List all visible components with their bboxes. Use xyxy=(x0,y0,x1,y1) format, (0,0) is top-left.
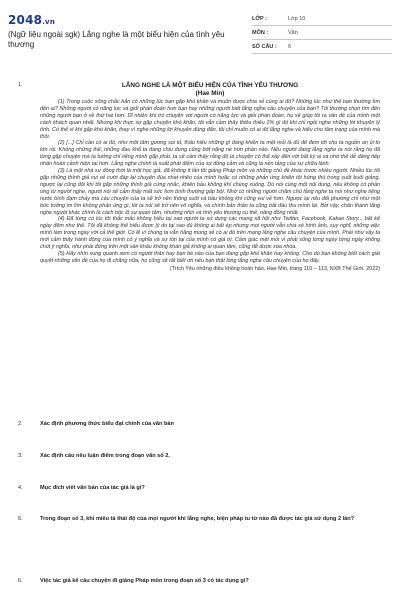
question-text: Xác định câu nêu luận điểm trong đoạn văn số 2. xyxy=(40,453,170,459)
question-number: 1. xyxy=(18,82,23,88)
passage-paragraph: (5) Hãy nhìn xung quanh xem có người thân hay bạn bè nào của bạn đang gặp khó khăn hay không. Cho dù bạn không biết cách giải quyết những vấn đề của họ đi chăng nữa, họ cũng sẽ rất biết ơn nếu bạn thật lòng lắng nghe câu chuyện của họ đấy. xyxy=(40,250,380,264)
question-text: Mục đích viết văn bản của tác giả là gì? xyxy=(40,485,145,491)
meta-row-question-count xyxy=(252,40,392,54)
meta-table xyxy=(252,12,392,54)
meta-value: 6 xyxy=(288,43,292,50)
question-number: 5. xyxy=(18,516,23,522)
meta-value: Văn xyxy=(288,29,298,36)
logo-suffix: .vn xyxy=(42,18,56,26)
document-title: (Ngữ liệu ngoài sgk) Lắng nghe là một biểu hiện của tình yêu thương xyxy=(8,30,225,49)
passage-author: (Hae Min) xyxy=(195,90,225,97)
passage-source: (Trích Yêu những điều không hoàn hảo, Hae Min, trang 110 – 113, NXB Thế Giới, 2022) xyxy=(169,265,380,272)
passage-paragraph: (1) Trong cuộc sống chắc hẳn có những lúc bạn gặp khó khăn và muốn được chia sẻ cùng ai đó? Những lúc như thế bạn thường tìm đến ai? Những người có năng lực và giỏi phán đoán hơn bạn hay những người biết lắng nghe câu chuyện của bạn? Tôi thường chọn tìm đến những người bạn ở về thứ hai hơn. Dĩ nhiên khi trò chuyện với người có năng lực và giỏi phán đoán, họ sẽ giúp tôi ra vấn đề của mình một cách khách quan nhất. Nhưng khi thực sự gặp chuyện khó khăn, tôi vẫn cảm thấy thiếu thiếu 2% gì đó khi chỉ ngồi nghe những lời khuyên lý tính. Có thể vì khi gặp khó khăn, thay vì nghe những lời khuyên đúng đắn, tôi chỉ muốn có ai đó lắng nghe và hiểu cho tâm trạng của mình mà thôi. xyxy=(40,99,380,140)
logo-main: 2048 xyxy=(8,13,43,27)
meta-key: MÔN : xyxy=(252,29,269,36)
meta-key: LỚP : xyxy=(252,15,267,22)
question-text: Việc tác giả kể câu chuyện đi giảng Pháp môn trong đoạn số 3 có tác dụng gì? xyxy=(40,578,249,584)
meta-row-class xyxy=(252,12,392,26)
question-number: 2. xyxy=(18,421,23,427)
passage-title: LẮNG NGHE LÀ MỘT BIỂU HIỆN CỦA TÌNH YÊU THƯƠNG xyxy=(121,82,299,89)
meta-key: SỐ CÂU : xyxy=(252,43,277,50)
question-text: Xác định phương thức biểu đạt chính của văn bản xyxy=(40,421,174,427)
question-number: 6. xyxy=(18,578,23,584)
question-number: 4. xyxy=(18,485,23,491)
reading-passage xyxy=(40,82,380,273)
document-header xyxy=(0,0,400,62)
question-number: 3. xyxy=(18,453,23,459)
site-logo[interactable] xyxy=(8,13,55,27)
passage-paragraph: (2) [...] Chỉ cần có ai đó, như một tấm gương soi tỏ, thấu hiểu những gì đang khiến ta mệt mỏi là đủ để đem tới cho ta nguồn an ủi to lớn rồi. Không những thế, những đau khổ ta đang chịu đựng cũng bớt nặng nề hơn phần nào. Nếu người đang lắng nghe ta nói rằng họ đã từng gặp chuyện mà ta tưởng chỉ riêng mình gặp phải, ta sẽ cảm thấy rằng đó là chuyện có thể xảy đến với bất kỳ ai và nhờ thế dễ dàng tiếp nhận hoàn cảnh hiện tại hơn. Lắng nghe chính là xuất phát điểm của sự đồng cảm và cũng là nền tảng của sự chữa lành. xyxy=(40,140,380,168)
passage-paragraph: (3) Là một nhà sư đồng thời là một học giả, đã không ít lần tôi giảng Pháp môn và những chủ đề khác trước nhiều người. Nhiều lúc tôi gặp những thính giả vui vẻ cười đáp lại chuyện đùa nhạt nhẽo của mình hoặc có những phản ứng khiến tôi hứng thú trong suốt buổi giảng, ngược lại cũng đôi khi tôi gặp những thính giả cứng nhắc, khiến bầu không khí chùng xuống. Dù nói cùng một nội dung, nếu không có phản ứng từ người nghe, người nói sẽ cảm thấy mất sức hơn bình thường gấp bội. Nhờ có những người chăm chú lắng nghe ta nói như nghe tiếng nước bình đạm chảy mà câu chuyện của ta sẽ trở nên thông suốt và bầu không khí cũng vui vẻ hơn. Ngược lại nếu đối phương chỉ như một bức tường im lìm không phản ứng gì, lời ta nói sẽ trở nên vô nghĩa, và chính bản thân ta cũng bất đầu thu mình lại. Bởi vậy, chân thành lắng nghe người khác chính là cách bộc lộ sự quan tâm, nhường nhịn và tình yêu thương cụ thể, nâng đồng nhất. xyxy=(40,168,380,216)
passage-paragraph: (4) Đã từng có lúc tôi thắc mắc không hiểu tại sao người ta sử dụng các mạng xã hội như Twitter, Facebook, Kakao Story... bất kể ngày đêm như thế. Tôi đã không thể hiểu được lý do tại sao đủ không ai bắt ép nhưng mọi người vẫn chia sẻ hình ảnh, suy nghĩ, những việc mình làm trong ngày với cả thế giới. Có lẽ vì chúng ta vẫn hằng mong sẽ có ai đó trên mạng lắng nghe câu chuyện của mình. Phải như vậy ta mới cảm thấy hành động của mình có ý nghĩa và sự tồn tại của mình có giá trị. Cảm giác mệt mỏi vì phải sống từng ngày từng ngày không chút ý nghĩa, như phải đứng trên một sân khấu không khán giả không ai quan tâm, cũng dễ được xóa nhòa. xyxy=(40,216,380,251)
meta-value: Lớp 10 xyxy=(288,15,306,22)
question-text: Trong đoạn số 3, khi miêu tả thái độ của mọi người khi lắng nghe, biện pháp tu từ nào đã được tác giả sử dụng 2 lần? xyxy=(40,516,355,522)
meta-row-subject xyxy=(252,26,392,40)
